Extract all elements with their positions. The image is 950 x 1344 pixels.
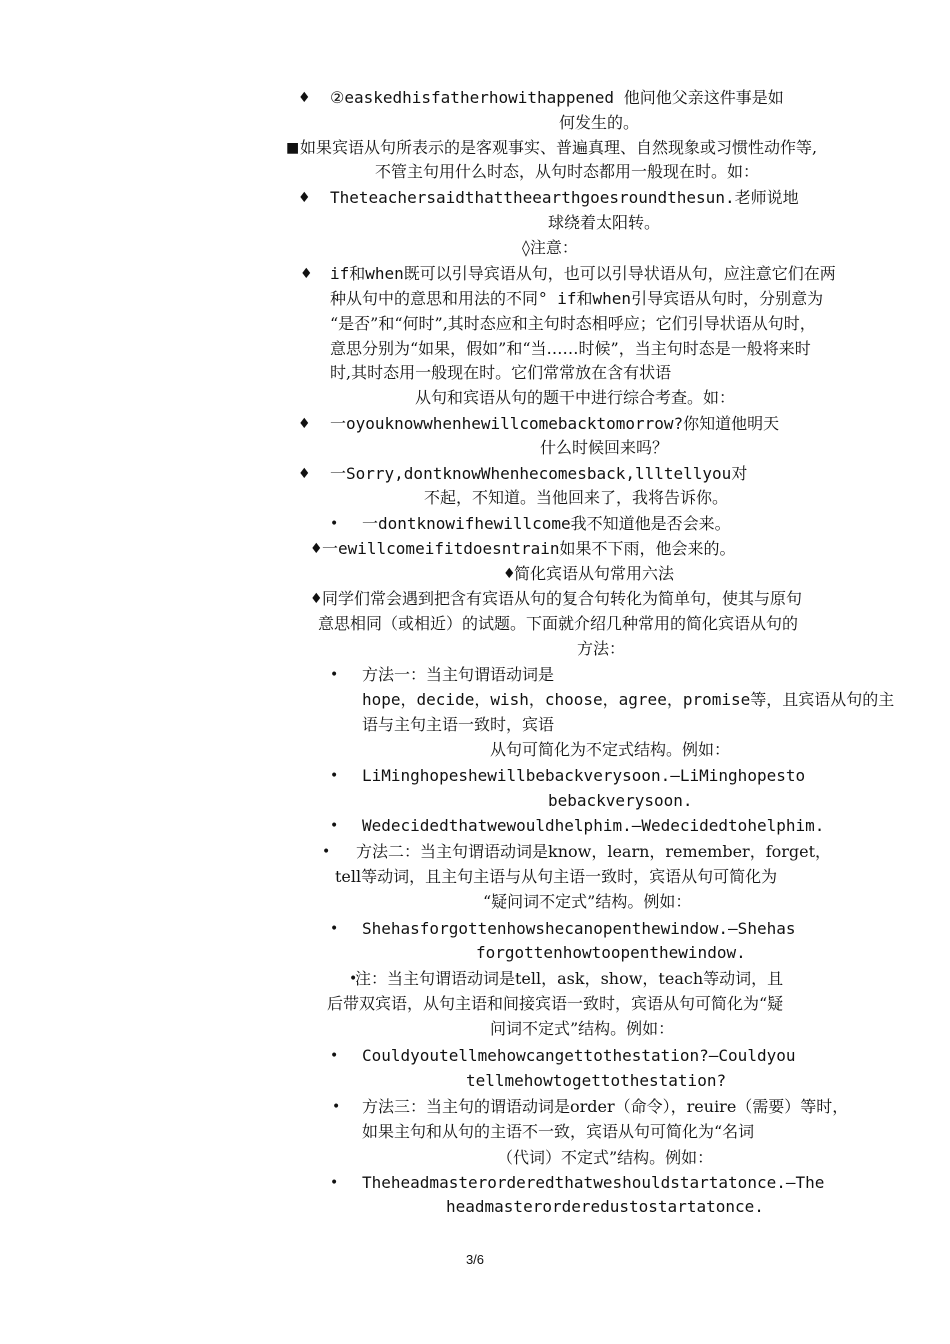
- text-line: 一oyouknowwhenhewillcomebacktomorrow?你知道他明天: [330, 414, 780, 433]
- text-line: 问词不定式”结构。例如：: [490, 1019, 675, 1038]
- diamond-bullet-icon: ♦: [298, 90, 311, 106]
- note-heading: ◊注意：: [522, 238, 578, 257]
- text-line: 一Sorry,dontknowWhenhecomesback,llltellyou对: [330, 464, 748, 483]
- dot-bullet-icon: •: [330, 1048, 339, 1064]
- diamond-bullet-icon: ♦: [310, 541, 323, 557]
- diamond-bullet-icon: ♦: [503, 566, 516, 582]
- text-line: 什么时候回来吗？: [540, 438, 669, 457]
- text-line: （代词）不定式”结构。例如：: [497, 1148, 714, 1167]
- diamond-bullet-icon: ♦: [298, 416, 311, 432]
- text-line: 一dontknowifhewillcome我不知道他是否会来。: [362, 514, 731, 533]
- text-line: tellmehowtogettothestation?: [466, 1071, 727, 1090]
- text-line: Wedecidedthatwewouldhelphim.—Wedecidedtohelphim.: [362, 816, 825, 835]
- text-line: 从句和宾语从句的题干中进行综合考查。如：: [415, 388, 736, 407]
- text-line: 意思相同（或相近）的试题。下面就介绍几种常用的简化宾语从句的: [318, 614, 799, 633]
- text-line: bebackverysoon.: [548, 791, 693, 810]
- dot-bullet-icon: •: [330, 921, 339, 937]
- diamond-bullet-icon: ♦: [300, 266, 313, 282]
- text-line: Theheadmasterorderedthatweshouldstartatonce.—The: [362, 1173, 825, 1192]
- dot-bullet-icon: •: [330, 818, 339, 834]
- text-line: Couldyoutellmehowcangettothestation?—Couldyou: [362, 1046, 796, 1065]
- text-line: 后带双宾语，从句主语和间接宾语一致时，宾语从句可简化为“疑: [327, 994, 784, 1013]
- dot-bullet-icon: •: [330, 1175, 339, 1191]
- text-line: “疑问词不定式”结构。例如：: [483, 892, 692, 911]
- text-line: 如果主句和从句的主语不一致，宾语从句可简化为“名词: [362, 1122, 755, 1141]
- text-line: 不起，不知道。当他回来了，我将告诉你。: [424, 488, 729, 507]
- section-heading: 简化宾语从句常用六法: [514, 564, 675, 583]
- text-line: 意思分别为“如果，假如”和“当……时候”，当主句时态是一般将来时: [330, 339, 811, 358]
- dot-bullet-icon: •: [330, 768, 339, 784]
- diamond-bullet-icon: ♦: [298, 190, 311, 206]
- dot-bullet-icon: •: [349, 971, 358, 987]
- text-line: 语与主句主语一致时，宾语: [362, 715, 555, 734]
- text-line: 方法二：当主句谓语动词是know，learn，remember，forget，: [356, 842, 832, 861]
- text-line: forgottenhowtoopenthewindow.: [476, 943, 746, 962]
- text-line: Shehasforgottenhowshecanopenthewindow.—Shehas: [362, 919, 796, 938]
- text-line: hope，decide，wish，choose，agree，promise等，且宾语从句的主: [362, 690, 895, 709]
- text-line: 方法一：当主句谓语动词是: [362, 665, 555, 684]
- text-line: 时,其时态用一般现在时。它们常常放在含有状语: [330, 363, 672, 382]
- text-line: LiMinghopeshewillbebackverysoon.—LiMinghopesto: [362, 766, 806, 785]
- square-bullet-icon: ■: [286, 140, 300, 156]
- dot-bullet-icon: •: [332, 1099, 341, 1115]
- text-line: 种从句中的意思和用法的不同° if和when引导宾语从句时，分别意为: [330, 289, 824, 308]
- text-line: “是否”和“何时”,其时态应和主句时态相呼应；它们引导状语从句时，: [330, 314, 816, 333]
- text-line: headmasterorderedustostartatonce.: [446, 1197, 764, 1216]
- text-line: 方法：: [577, 639, 626, 658]
- text-line: if和when既可以引导宾语从句，也可以引导状语从句，应注意它们在两: [330, 264, 836, 283]
- text-line: 同学们常会遇到把含有宾语从句的复合句转化为简单句，使其与原句: [322, 589, 803, 608]
- dot-bullet-icon: •: [322, 844, 331, 860]
- text-line: 注：当主句谓语动词是tell，ask，show，teach等动词，且: [355, 969, 784, 988]
- text-line: 如果宾语从句所表示的是客观事实、普遍真理、自然现象或习惯性动作等,: [300, 138, 818, 157]
- text-line: 球绕着太阳转。: [548, 213, 661, 232]
- text-line: 不管主句用什么时态，从句时态都用一般现在时。如：: [375, 162, 760, 181]
- text-line: 何发生的。: [559, 113, 640, 132]
- text-line: ②easkedhisfatherhowithappened 他问他父亲这件事是如: [330, 88, 784, 107]
- text-line: Theteachersaidthattheearthgoesroundthesun.老师说地: [330, 188, 799, 207]
- diamond-bullet-icon: ♦: [310, 591, 323, 607]
- dot-bullet-icon: •: [330, 667, 339, 683]
- diamond-bullet-icon: ♦: [298, 466, 311, 482]
- page-number: 3/6: [465, 1252, 485, 1267]
- text-line: 方法三：当主句的谓语动词是order（命令），reuire（需要）等时，: [362, 1097, 849, 1116]
- text-line: tell等动词，且主句主语与从句主语一致时，宾语从句可简化为: [335, 867, 778, 886]
- text-line: 从句可简化为不定式结构。例如：: [490, 740, 731, 759]
- text-line: 一ewillcomeifitdoesntrain如果不下雨，他会来的。: [322, 539, 736, 558]
- dot-bullet-icon: •: [330, 516, 339, 532]
